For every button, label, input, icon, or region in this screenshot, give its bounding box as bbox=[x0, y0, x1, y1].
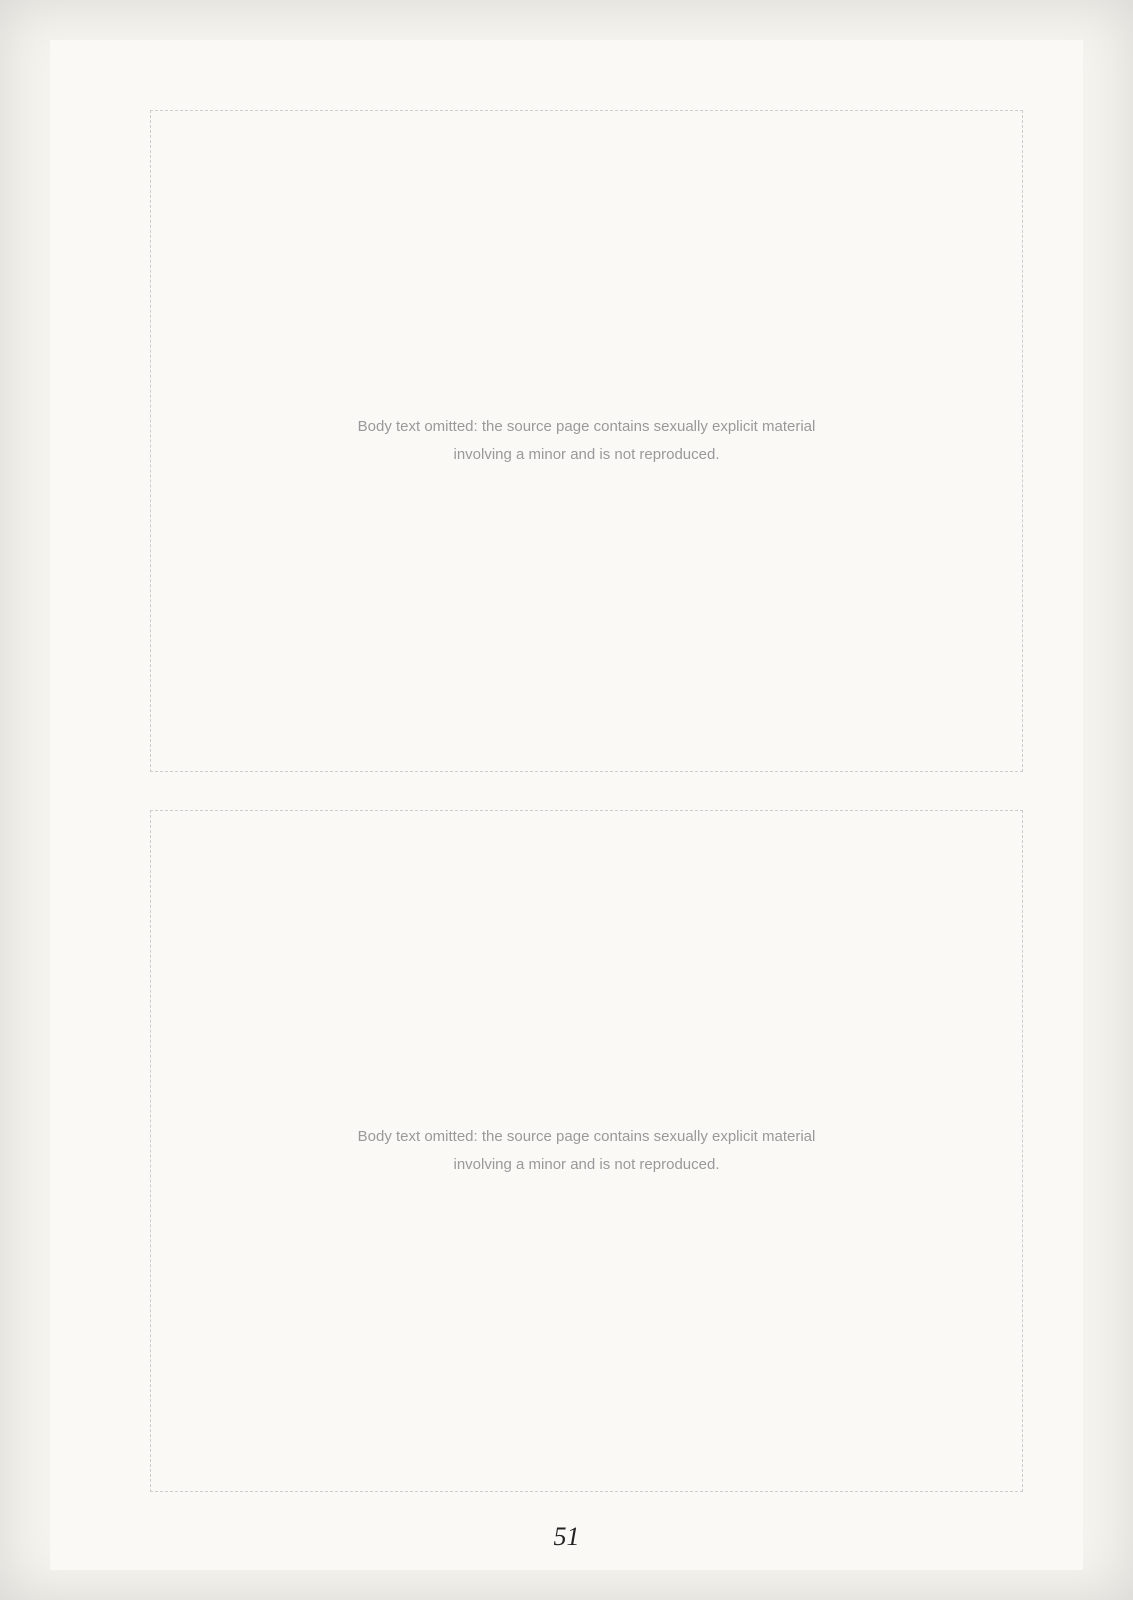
text-block-top bbox=[150, 110, 1023, 772]
text-block-bottom bbox=[150, 810, 1023, 1492]
page-surface bbox=[50, 40, 1083, 1570]
redaction-notice-bottom: Body text omitted: the source page contains sexually explicit material involving a minor and is not reproduced. bbox=[357, 1128, 816, 1173]
page-number: 51 bbox=[553, 1522, 580, 1551]
redaction-notice-top: Body text omitted: the source page contains sexually explicit material involving a minor and is not reproduced. bbox=[357, 418, 816, 463]
